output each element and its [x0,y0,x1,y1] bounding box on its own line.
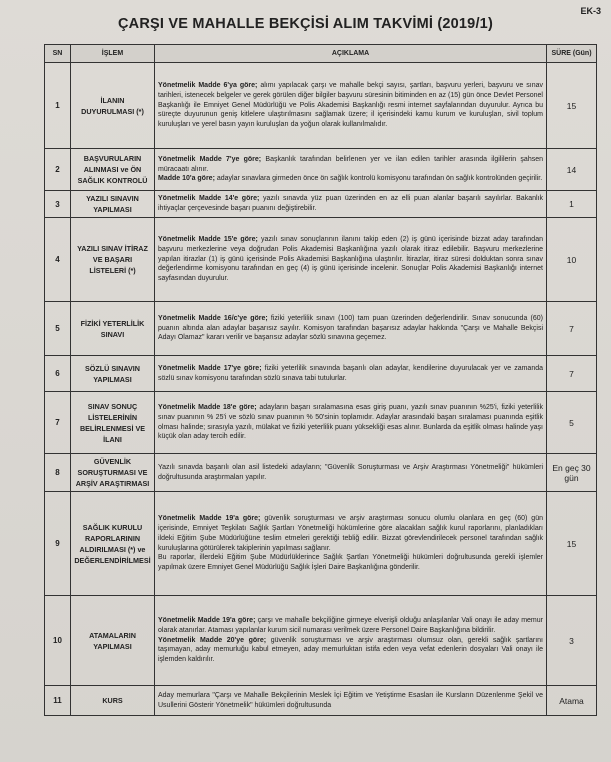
aciklama-paragraph [158,553,543,573]
aciklama-paragraph [158,691,543,711]
aciklama-text: yazılı sınav sonuçlarının ilanını takip eden (2) iş günü içerisinde bizzat aday tarafından başvuru merkezlerine veya doğrudan Polis Akademisi Başkanlığına yazılı olarak itiraz edilebilir. Başvuru merkezlerine yapılan itirazlar (1) iş günü içerisinde Polis Akademisi Başkanlığına ulaştırılır. İtirazlar, itiraz süresi dolduktan sonra sınav değerlendirme komisyonu tarafından en geç (4) iş günü içerisinde incelenir. Sonuçlar Polis Akademisi Başkanlığı internet sayfasından duyurulur. [158,236,543,283]
row-aciklama [155,492,547,596]
row-aciklama [155,63,547,149]
aciklama-paragraph [158,174,543,184]
table-row [45,149,597,191]
row-sure: 3 [547,596,597,686]
row-sure: 1 [547,191,597,218]
header-sure: SÜRE (Gün) [547,45,597,63]
aciklama-text: Yazılı sınavda başarılı olan asil listedeki adayların; "Güvenlik Soruşturması ve Arşiv Araştırması Yönetmeliği" hükümleri doğrultusunda araştırmaları yapılır. [158,463,543,481]
row-islem: İLANIN DUYURULMASI (*) [71,63,155,149]
aciklama-paragraph [158,514,543,553]
regulation-reference: Madde 10'a göre; [158,175,215,183]
row-islem: YAZILI SINAVIN YAPILMASI [71,191,155,218]
aciklama-paragraph [158,155,543,175]
aciklama-text: adayların başarı sıralamasına esas giriş puanı, yazılı sınav puanının %25'i, fiziki yeterlilik sınav puanının % 25'i ve sözlü sınav puanının % 50'sinin toplamıdır. Adaylar arasındaki başarı sıralaması puanında eşitlik olması halinde; sırasıyla yazılı, mülakat ve fiziki yeterlilik puanı yüksekliği esas alınır. Bunlarda da eşitlik olması halinde yaşı küçük olan aday tercih edilir. [158,403,543,441]
aciklama-paragraph [158,235,543,284]
row-islem: FİZİKİ YETERLİLİK SINAVI [71,302,155,356]
row-sn: 10 [45,596,71,686]
row-sn: 9 [45,492,71,596]
regulation-reference: Yönetmelik Madde 15'e göre; [158,236,258,243]
aciklama-text: Aday memurlara "Çarşı ve Mahalle Bekçilerinin Meslek İçi Eğitim ve Yetiştirme Esasları ile Kursların Düzenlenme Şekil ve Usullerini Gösterir Yönetmelik" hükümleri doğrultusunda [158,691,543,709]
row-islem: ATAMALARIN YAPILMASI [71,596,155,686]
aciklama-text: fiziki yeterlilik sınavı (100) tam puan üzerinden değerlendirilir. Sınav sonucunda (60) puanın altında alan adaylar başarısız sayılır. Komisyon tarafından başarısız adaylar hakkında "Çarşı ve Mahalle Bekçisi Adayı Olamaz" kararı verilir ve başarısız adaylar sözlü sınavına geçemez. [158,314,543,342]
row-sn: 1 [45,63,71,149]
row-sure: 7 [547,302,597,356]
aciklama-text: çarşı ve mahalle bekçiliğine girmeye elverişli olduğu anlaşılanlar Vali onayı ile aday memur olarak atanırlar. Ataması yapılanlar kurum sicil numarası verilmek üzere Personel Daire Başkanlığına bildirilir. [158,617,543,634]
row-aciklama [155,356,547,392]
row-aciklama [155,686,547,716]
row-sure: 14 [547,149,597,191]
aciklama-text: güvenlik soruşturması ve arşiv araştırması sonucu olumlu olanlara en geç (60) gün içerisinde, Emniyet Teşkilatı Sağlık Şartları Yönetmeliği hükümlerine göre alacakları sağlık kurul raporlarını, planladıkları ildeki Eğitim Şube Müdürlüğüne teslim etmeleri gerektiği tebliğ edilir. Bizzat görevlendirilecek personel tarafından sağlık kuruluşlarına götürülerek takiplerinin yapılması sağlanır. [158,515,543,552]
row-sn: 7 [45,392,71,454]
row-sure: En geç 30 gün [547,454,597,492]
table-row [45,686,597,716]
regulation-reference: Yönetmelik Madde 19'a göre; [158,617,256,624]
table-row [45,356,597,392]
row-sure: Atama [547,686,597,716]
row-sn: 11 [45,686,71,716]
aciklama-text: güvenlik soruşturması ve arşiv araştırması olumsuz olan, gerekli sağlık şartlarını taşımayan, aday memurluğu kabul etmeyen, aday memurluktan istifa eden veya vefat edenlerin dosyaları Vali onayı ile işlemden kaldırılır. [158,636,543,664]
header-aciklama: AÇIKLAMA [155,45,547,63]
table-row [45,302,597,356]
row-islem: SÖZLÜ SINAVIN YAPILMASI [71,356,155,392]
regulation-reference: Yönetmelik Madde 18'e göre; [158,403,257,411]
table-row [45,191,597,218]
row-aciklama [155,454,547,492]
header-islem: İŞLEM [71,45,155,63]
aciklama-text: fiziki yeterlilik sınavında başarılı olan adaylar, kendilerine duyurulacak yer ve zamanda sözlü sınav komisyonu tarafından sözlü sınava tabi tutulurlar. [158,364,543,382]
aciklama-paragraph [158,403,543,442]
row-sn: 5 [45,302,71,356]
row-sn: 8 [45,454,71,492]
table-row [45,218,597,302]
aciklama-paragraph [158,194,543,214]
row-sn: 2 [45,149,71,191]
aciklama-paragraph [158,81,543,130]
aciklama-text: yazılı sınavda yüz puan üzerinden en az elli puan alanlar başarılı sayılırlar. Bakanlık ihtiyaçlar çerçevesinde başarı puanını değiştirebilir. [158,195,543,212]
row-aciklama [155,191,547,218]
aciklama-text: Başkanlık tarafından belirlenen yer ve ilan edilen tarihler arasında ilgililerin şahsen müracaatı alınır. [158,155,543,173]
table-header-row [45,45,597,63]
row-aciklama [155,392,547,454]
page-title: ÇARŞI VE MAHALLE BEKÇİSİ ALIM TAKVİMİ (2019/1) [118,16,493,32]
aciklama-paragraph [158,463,543,483]
header-sn: SN [45,45,71,63]
row-aciklama [155,596,547,686]
row-islem: SAĞLIK KURULU RAPORLARININ ALDIRILMASI (*) ve DEĞERLENDİRİLMESİ [71,492,155,596]
aciklama-text: alımı yapılacak çarşı ve mahalle bekçi sayısı, şartları, başvuru yerleri, başvuru ve sınav tarihleri, istenecek belgeler ve gerek görülen diğer bilgiler başvuru süresinin bitiminden en az (15) gün önce Devlet Personel Başkanlığı ile Emniyet Genel Müdürlüğü ve Polis Akademisi Başkanlığı resmi internet sayfalarından duyurulur. Ayrıca bu süreçte duyurunun geniş kitlelere ulaştırılmasını sağlamak üzere; il içerisindeki kamu kurum ve kuruluşları, sivil toplum kuruluşları ve yerel basın yayın kuruluşları da yoğun olarak kullanılmalıdır. [158,82,543,129]
row-islem: SINAV SONUÇ LİSTELERİNİN BELİRLENMESİ VE İLANI [71,392,155,454]
row-islem: KURS [71,686,155,716]
row-aciklama [155,218,547,302]
schedule-table [44,44,597,716]
regulation-reference: Yönetmelik Madde 16/c'ye göre; [158,314,268,322]
row-sn: 4 [45,218,71,302]
row-sure: 5 [547,392,597,454]
regulation-reference: Yönetmelik Madde 20'ye göre; [158,636,267,644]
row-sn: 3 [45,191,71,218]
table-row [45,596,597,686]
row-islem: YAZILI SINAV İTİRAZ VE BAŞARI LİSTELERİ (*) [71,218,155,302]
row-sure: 10 [547,218,597,302]
row-sure: 15 [547,492,597,596]
table-row [45,392,597,454]
aciklama-paragraph [158,314,543,343]
aciklama-text: adaylar sınavlara girmeden önce ön sağlık kontrolü komisyonu tarafından ön sağlık kontrolünden geçirilir. [216,175,543,183]
row-islem: BAŞVURULARIN ALINMASI ve ÖN SAĞLIK KONTROLÜ [71,149,155,191]
row-sure: 7 [547,356,597,392]
row-aciklama [155,302,547,356]
regulation-reference: Yönetmelik Madde 14'e göre; [158,195,260,203]
regulation-reference: Yönetmelik Madde 7'ye göre; [158,155,262,163]
aciklama-paragraph [158,616,543,636]
row-sn: 6 [45,356,71,392]
regulation-reference: Yönetmelik Madde 19'a göre; [158,515,261,523]
regulation-reference: Yönetmelik Madde 17'ye göre; [158,364,262,372]
table-row [45,454,597,492]
table-row [45,63,597,149]
regulation-reference: Yönetmelik Madde 6'ya göre; [158,82,258,89]
aciklama-text: Bu raporlar, illerdeki Eğitim Şube Müdürlüklerince Sağlık Şartları Yönetmeliği hükümleri doğrultusunda gerekli işlemler yapılmak üzere Emniyet Genel Müdürlüğü Sağlık İşleri Daire Başkanlığına gönderilir. [158,554,543,572]
aciklama-paragraph [158,364,543,384]
table-row [45,492,597,596]
aciklama-paragraph [158,636,543,665]
row-sure: 15 [547,63,597,149]
row-aciklama [155,149,547,191]
row-islem: GÜVENLİK SORUŞTURMASI VE ARŞİV ARAŞTIRMASI [71,454,155,492]
annex-code: EK-3 [580,6,601,16]
